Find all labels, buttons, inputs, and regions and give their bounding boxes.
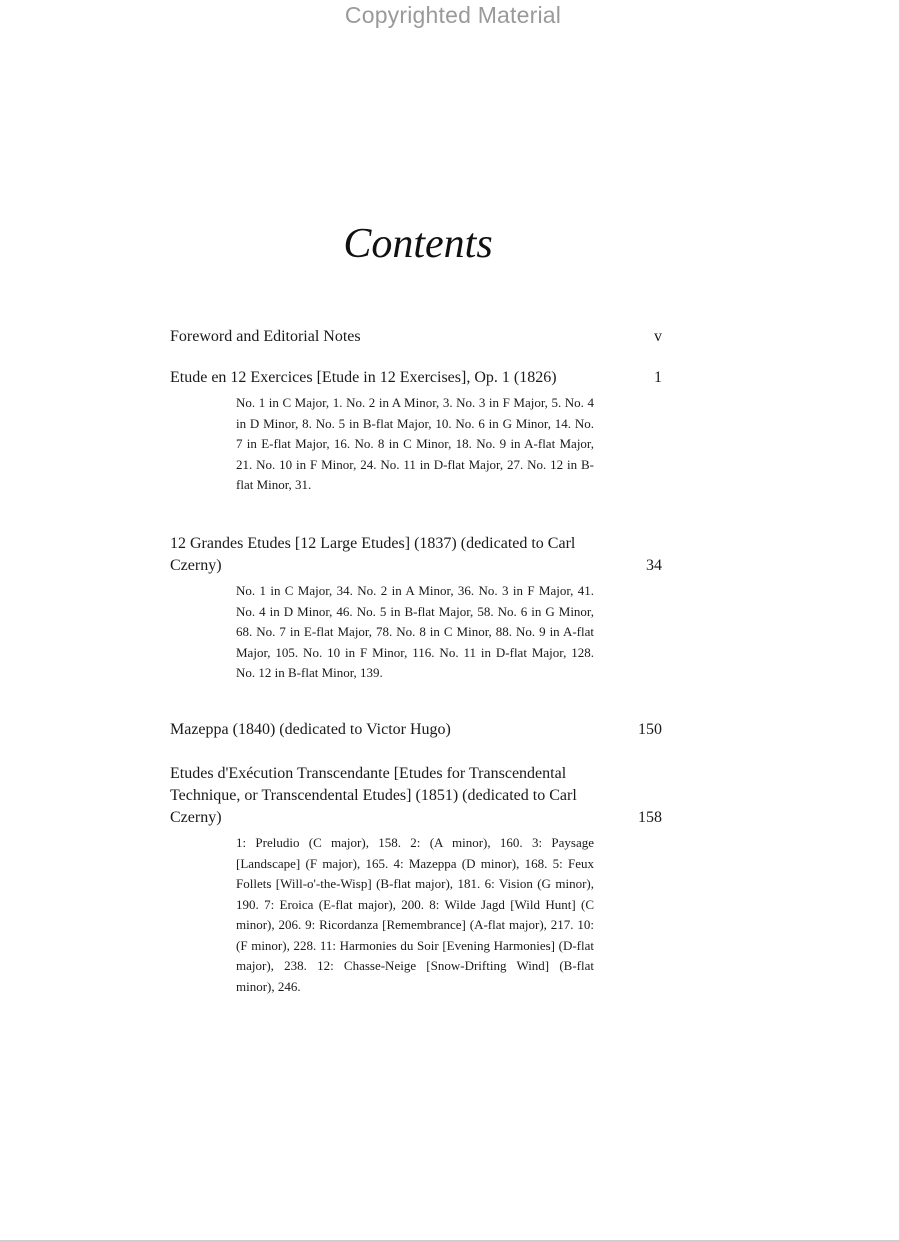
toc-entry-heading <box>170 533 662 577</box>
toc-entry-title: Foreword and Editorial Notes <box>170 328 361 345</box>
toc-entry-heading <box>170 763 662 829</box>
toc-page-number: v <box>654 328 662 345</box>
watermark-text: Copyrighted Material <box>344 2 562 28</box>
toc-entry-title: Etudes d'Exécution Transcendante [Etudes for Transcendental Technique, or Transcendental Etudes] (1851) (dedicated to Carl Czerny) <box>170 765 577 826</box>
toc-page-number: 158 <box>638 809 662 826</box>
toc-entry-etude-12-exercices[interactable] <box>170 367 662 496</box>
toc-entry-heading <box>170 719 662 741</box>
toc-entry-heading <box>170 367 662 389</box>
toc-entry-title: 12 Grandes Etudes [12 Large Etudes] (1837) (dedicated to Carl Czerny) <box>170 535 576 574</box>
toc-entry-subitems: 1: Preludio (C major), 158. 2: (A minor), 160. 3: Paysage [Landscape] (F major), 165. 4: Mazeppa (D minor), 168. 5: Feux Follets [Will-o'-the-Wisp] (B-flat major), 181. 6: Vision (G minor), 190. 7: Eroica (E-flat major), 200. 8: Wilde Jagd [Wild Hunt] (C minor), 206. 9: Ricordanza [Remembrance] (A-flat major), 217. 10: (F minor), 228. 11: Harmonies du Soir [Evening Harmonies] (D-flat major), 238. 12: Chasse-Neige [Snow-Drifting Wind] (B-flat minor), 246. <box>236 835 594 994</box>
toc-entry-heading <box>170 326 662 348</box>
toc-entry-title: Etude en 12 Exercices [Etude in 12 Exercises], Op. 1 (1826) <box>170 369 557 386</box>
toc-entry-etudes-transcendante[interactable] <box>170 763 662 997</box>
toc-page-number: 150 <box>638 721 662 738</box>
toc-entry-foreword[interactable] <box>170 326 662 348</box>
toc-entry-subitems: No. 1 in C Major, 34. No. 2 in A Minor, 36. No. 3 in F Major, 41. No. 4 in D Minor, 46. No. 5 in B-flat Major, 58. No. 6 in G Minor, 68. No. 7 in E-flat Major, 78. No. 8 in C Minor, 88. No. 9 in A-flat Major, 105. No. 10 in F Minor, 116. No. 11 in D-flat Major, 128. No. 12 in B-flat Minor, 139. <box>236 583 594 680</box>
toc-entry-12-grandes-etudes[interactable] <box>170 533 662 684</box>
page-title: Contents <box>343 221 493 267</box>
toc-entry-subitems: No. 1 in C Major, 1. No. 2 in A Minor, 3. No. 3 in F Major, 5. No. 4 in D Minor, 8. No. 5 in B-flat Major, 10. No. 6 in G Minor, 14. No. 7 in E-flat Major, 16. No. 8 in C Minor, 18. No. 9 in A-flat Major, 21. No. 10 in F Minor, 24. No. 11 in D-flat Major, 27. No. 12 in B-flat Minor, 31. <box>236 395 594 492</box>
toc-page-number: 1 <box>654 369 662 386</box>
toc-entry-mazeppa[interactable] <box>170 719 662 741</box>
toc-entry-title: Mazeppa (1840) (dedicated to Victor Hugo) <box>170 721 451 738</box>
toc-page-number: 34 <box>646 557 662 574</box>
